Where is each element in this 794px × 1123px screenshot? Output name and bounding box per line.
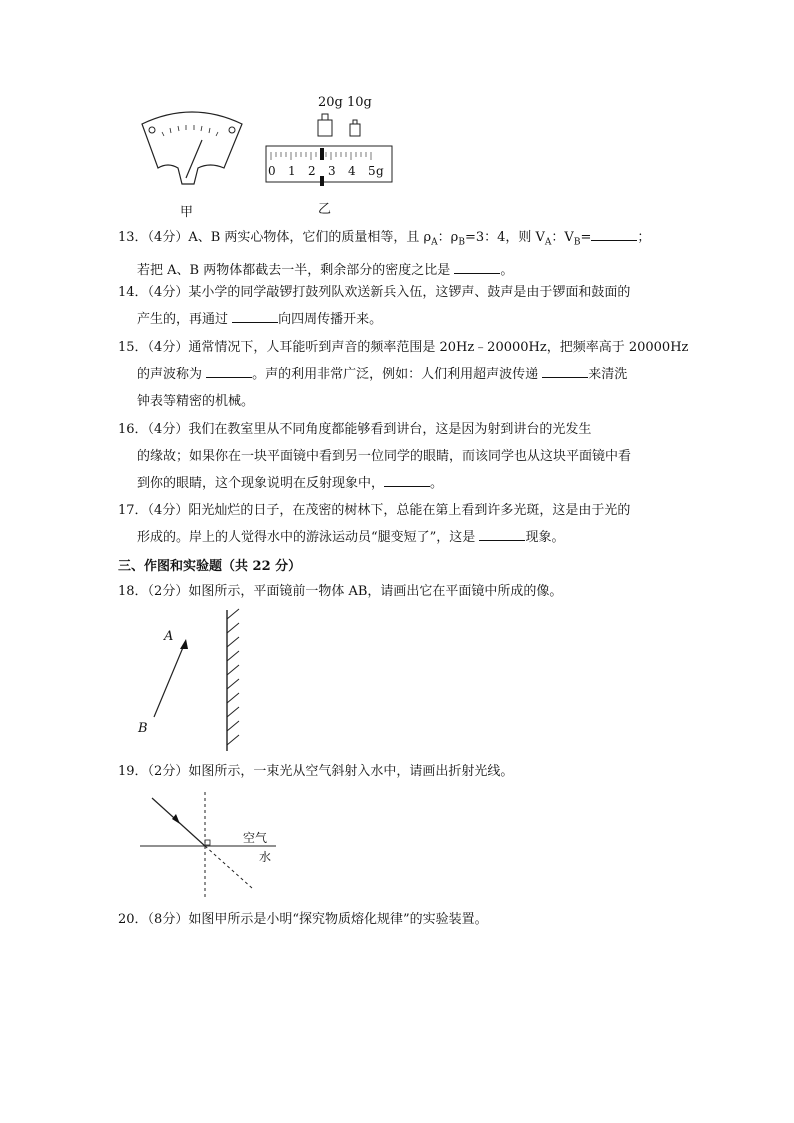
q18-text: 18．（2分）如图所示，平面镜前一物体 AB，请画出它在平面镜中所成的像。: [118, 584, 563, 599]
answer-blank[interactable]: [479, 527, 525, 541]
question-19: [118, 758, 678, 785]
q13-text: 13．（4分）A、B 两实心物体，它们的质量相等，且 ρ: [118, 230, 432, 245]
question-13: [118, 224, 678, 284]
rider-marker: [320, 148, 324, 160]
subscript: A: [544, 237, 552, 248]
q14-text: 14．（4分）某小学的同学敲锣打鼓列队欢送新兵入伍，这锣声、鼓声是由于锣面和鼓面的: [118, 285, 631, 300]
subscript: B: [573, 237, 581, 248]
question-20: [118, 906, 678, 933]
q19-text: 19．（2分）如图所示，一束光从空气斜射入水中，请画出折射光线。: [118, 764, 514, 779]
weight-label-10g: 10g: [347, 95, 372, 110]
q16-text: 16．（4分）我们在教室里从不同角度都能够看到讲台，这是因为射到讲台的光发生: [118, 422, 592, 437]
q17-text: 形成的。岸上的人觉得水中的游泳运动员“腿变短了”，这是: [137, 530, 480, 545]
q13-text: 。: [500, 262, 514, 278]
question-18: [118, 578, 678, 605]
point-label-a: A: [164, 629, 174, 644]
tick-label: 2: [308, 164, 316, 178]
subscript: A: [431, 237, 438, 248]
q14-text: 向四周传播开来。: [278, 312, 383, 327]
q15-text: 的声波称为: [137, 367, 207, 382]
tick-label: 5: [368, 164, 376, 178]
q13-text: ：ρ: [437, 230, 459, 245]
section-heading: 三、作图和实验题（共 22 分）: [118, 559, 302, 574]
right-angle-mark: [205, 840, 210, 845]
tick-label: 0: [268, 164, 276, 178]
figure-refraction: [138, 790, 278, 902]
q13-text: ；: [637, 230, 651, 245]
q17-text: 17．（4分）阳光灿烂的日子，在茂密的树林下，总能在第上看到许多光斑，这是由于光的: [118, 503, 631, 518]
question-15: [118, 334, 689, 415]
answer-blank[interactable]: [232, 309, 278, 323]
extension-ray: [205, 846, 252, 888]
q13-text: =3：4，则 V: [464, 230, 545, 245]
question-17: [118, 497, 678, 551]
answer-blank[interactable]: [591, 227, 637, 241]
q15-text: 。声的利用非常广泛，例如：人们利用超声波传递: [252, 367, 543, 382]
label-air: 空气: [243, 831, 268, 845]
point-label-b: B: [138, 721, 148, 736]
q13-text: 若把 A、B 两物体都截去一半，剩余部分的密度之比是: [137, 262, 455, 278]
dial-scale: [142, 112, 242, 184]
object-ab: [154, 645, 184, 717]
tick-label: 4: [348, 164, 356, 178]
q16-text: 。: [430, 476, 444, 491]
answer-blank[interactable]: [206, 364, 252, 378]
q15-text: 钟表等精密的机械。: [137, 394, 255, 409]
tick-label: 1: [288, 164, 296, 178]
q13-text: =: [580, 230, 592, 245]
q20-text: 20．（8分）如图甲所示是小明“探究物质熔化规律”的实验装置。: [118, 912, 488, 927]
figure-label-yi: 乙: [318, 202, 332, 217]
q16-text: 到你的眼睛，这个现象说明在反射现象中，: [137, 476, 385, 491]
weights: [318, 114, 360, 136]
answer-blank[interactable]: [542, 364, 588, 378]
subscript: B: [458, 237, 465, 248]
tick-label-unit: g: [376, 164, 384, 178]
question-16: [118, 416, 678, 497]
weight-label-20g: 20g: [318, 95, 343, 110]
question-14: [118, 279, 678, 333]
q14-text: 产生的，再通过: [137, 312, 233, 327]
arrow-head: [172, 814, 180, 824]
label-water: 水: [259, 850, 272, 864]
figure-scale-and-balance: [130, 92, 410, 222]
mirror-hatching: [227, 609, 239, 745]
arrow-head: [180, 639, 188, 649]
q15-text: 来清洗: [588, 367, 628, 382]
answer-blank[interactable]: [384, 473, 430, 487]
figure-label-jia: 甲: [180, 205, 194, 220]
q16-text: 的缘故；如果你在一块平面镜中看到另一位同学的眼睛，而该同学也从这块平面镜中看: [137, 449, 632, 464]
q15-text: 15．（4分）通常情况下，人耳能听到声音的频率范围是 20Hz﹣20000Hz，把频率高于 20000Hz: [118, 340, 689, 355]
q17-text: 现象。: [525, 530, 565, 545]
q13-text: ：V: [551, 230, 574, 245]
scale-tick-labels: [266, 164, 392, 180]
figure-plane-mirror: [130, 605, 250, 755]
answer-blank[interactable]: [454, 260, 500, 274]
tick-label: 3: [328, 164, 336, 178]
